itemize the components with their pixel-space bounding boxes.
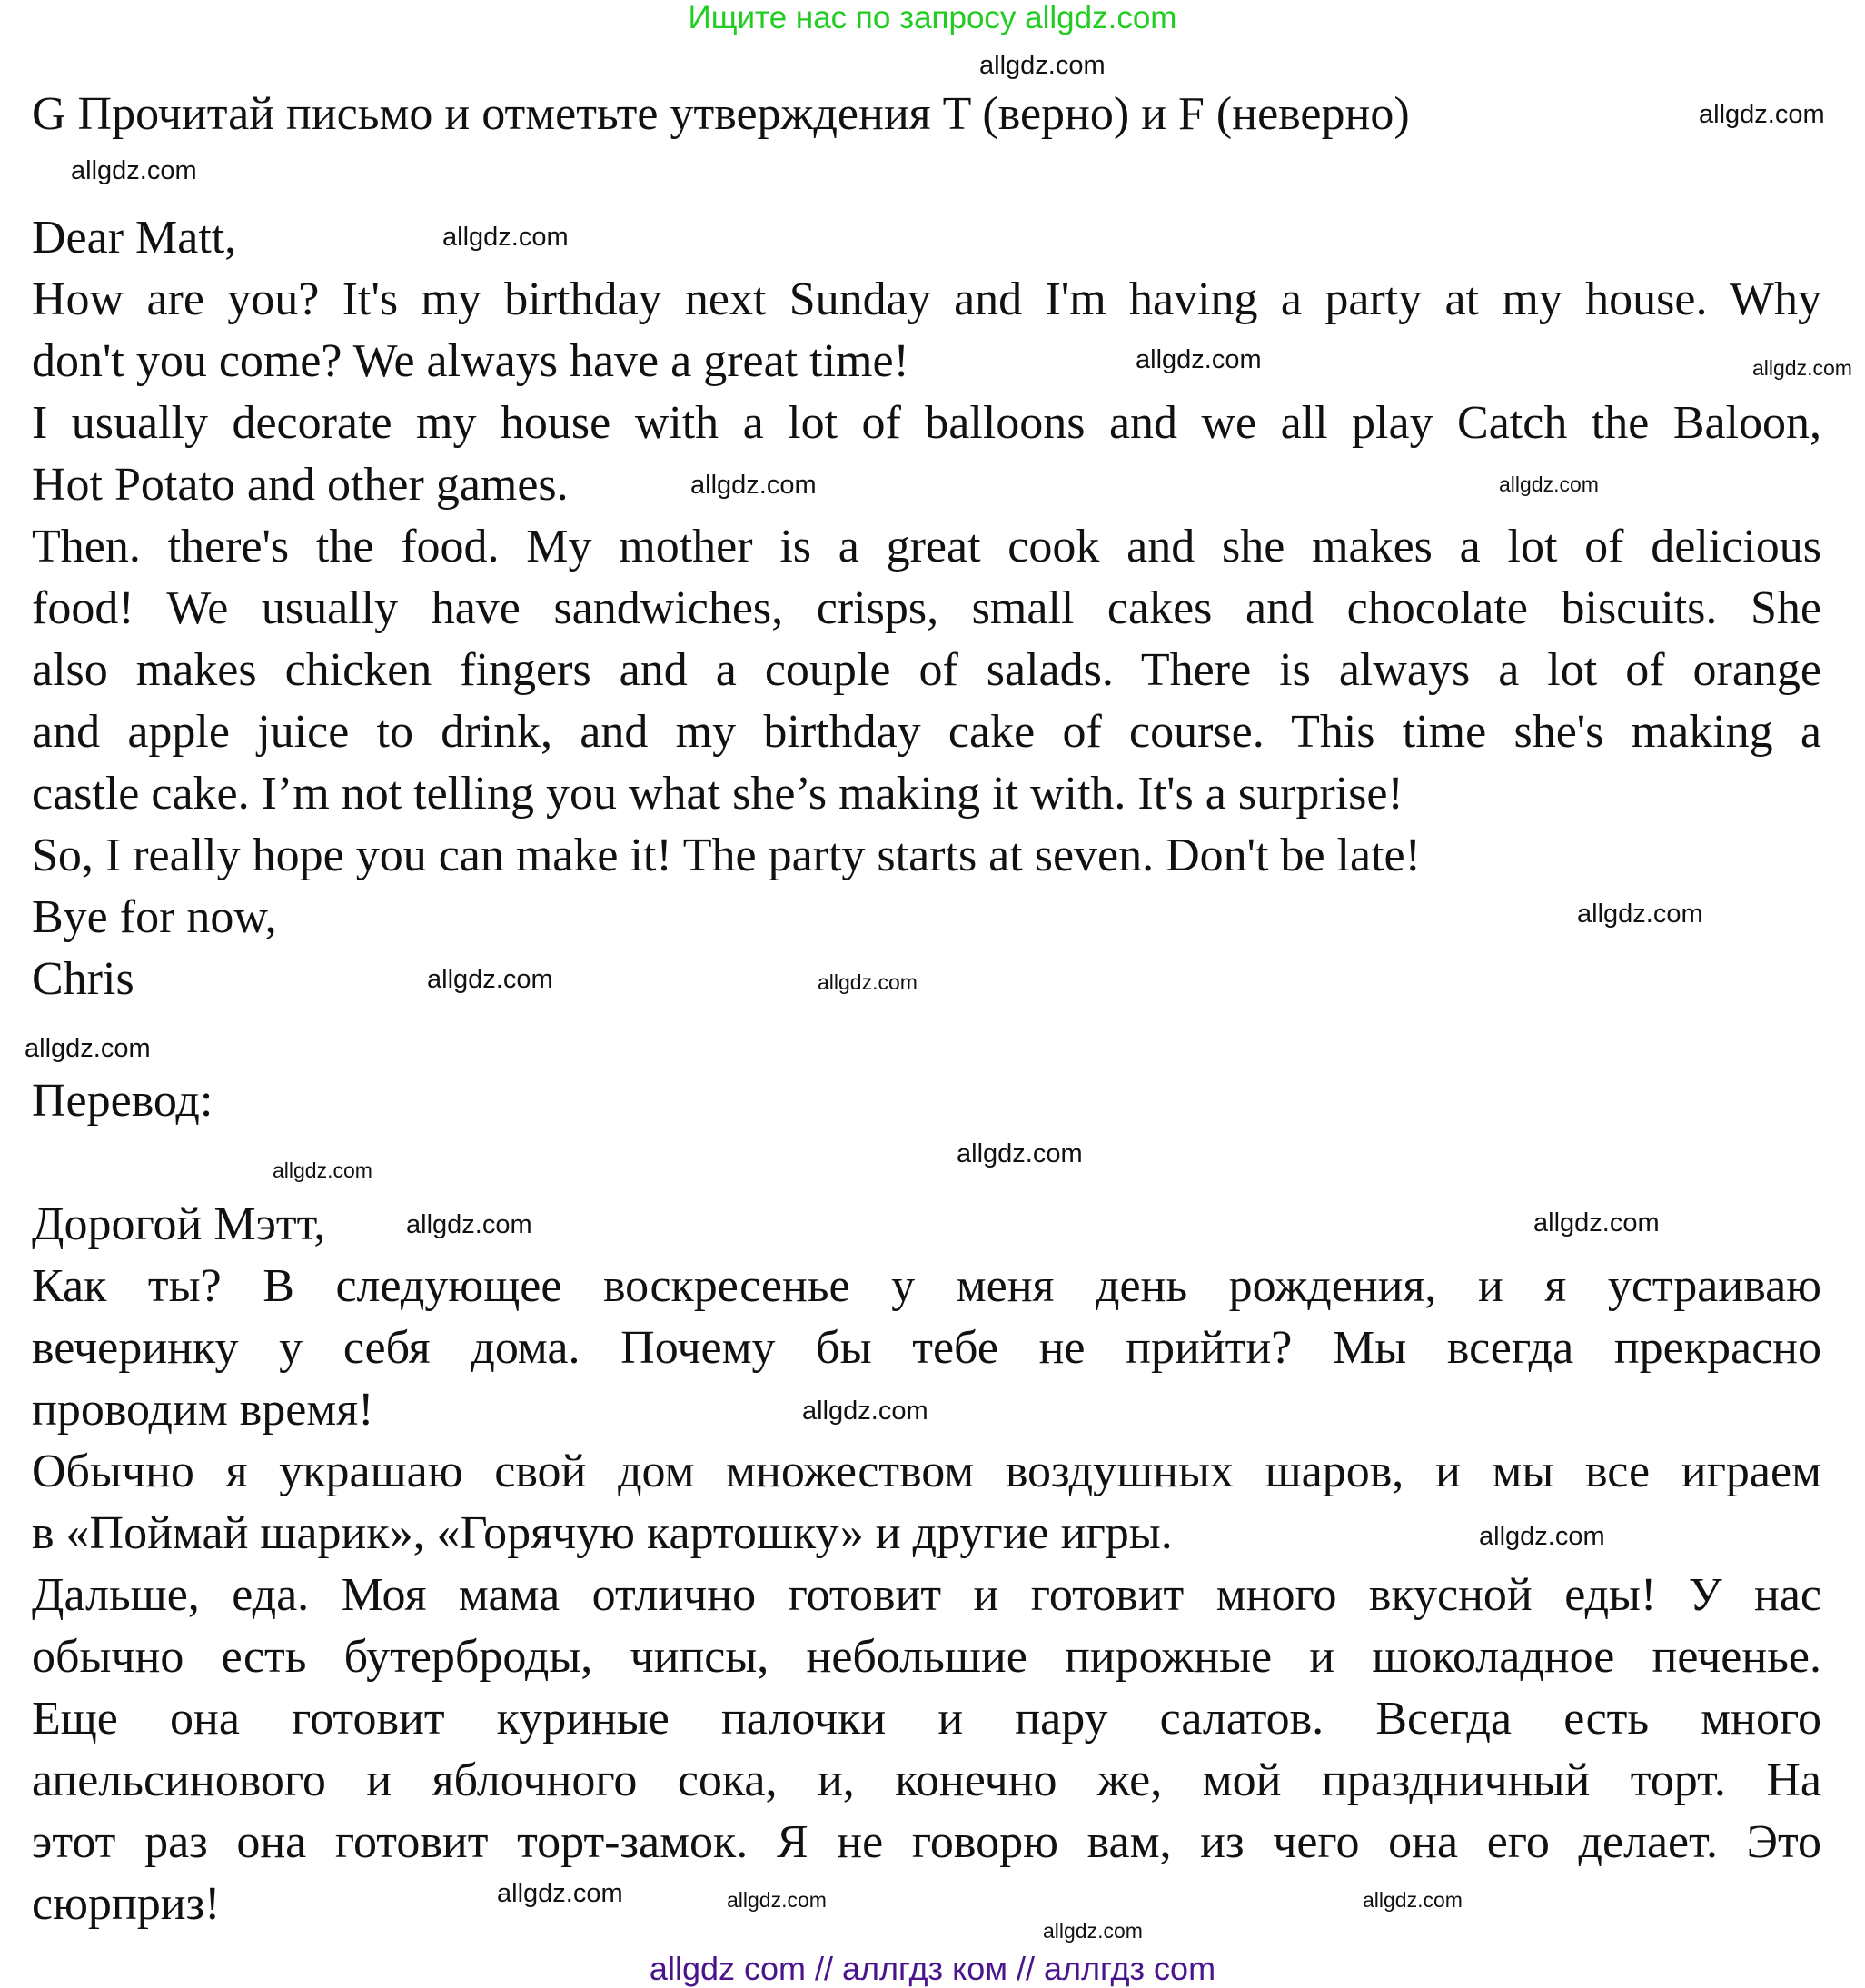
watermark: allgdz.com <box>818 970 918 994</box>
letter-line: also makes chicken fingers and a couple of salads. There is always a lot of orange <box>32 644 1821 696</box>
watermark: allgdz.com <box>1136 345 1262 374</box>
letter-line: So, I really hope you can make it! The party starts at seven. Don't be late! <box>32 830 1421 881</box>
translation-text <box>32 1194 1821 1935</box>
watermark: allgdz.com <box>1752 356 1852 380</box>
watermark: allgdz.com <box>1699 100 1825 129</box>
watermark: allgdz.com <box>1577 900 1703 929</box>
watermark: allgdz.com <box>25 1034 151 1063</box>
letter-line: don't you come? We always have a great time! <box>32 335 909 387</box>
letter-line: How are you? It's my birthday next Sunday and I'm having a party at my house. Why <box>32 273 1821 325</box>
watermark: allgdz.com <box>273 1158 372 1182</box>
letter-line: Hot Potato and other games. <box>32 459 569 511</box>
watermark: allgdz.com <box>406 1210 532 1239</box>
translation-line: Как ты? В следующее воскресенье у меня день рождения, и я устраиваю <box>32 1260 1821 1312</box>
watermark: allgdz.com <box>1479 1522 1605 1551</box>
translation-label: Перевод: <box>32 1075 213 1127</box>
letter-line: castle cake. I’m not telling you what she’s making it with. It's a surprise! <box>32 768 1404 820</box>
translation-line: Дальше, еда. Моя мама отлично готовит и готовит много вкусной еды! У нас <box>32 1569 1821 1621</box>
translation-line: проводим время! <box>32 1384 374 1436</box>
watermark: allgdz.com <box>497 1879 623 1908</box>
letter-line: Dear Matt, <box>32 212 237 263</box>
translation-line: в «Поймай шарик», «Горячую картошку» и другие игры. <box>32 1507 1173 1559</box>
exercise-title: G Прочитай письмо и отметьте утверждения T (верно) и F (неверно) <box>32 88 1410 140</box>
translation-line: Обычно я украшаю свой дом множеством воздушных шаров, и мы все играем <box>32 1446 1821 1497</box>
watermark: allgdz.com <box>690 471 817 500</box>
watermark: allgdz.com <box>979 51 1106 80</box>
letter-line: Bye for now, <box>32 891 277 943</box>
translation-line: Еще она готовит куриные палочки и пару салатов. Всегда есть много <box>32 1693 1821 1744</box>
watermark: allgdz.com <box>802 1397 928 1426</box>
translation-line: вечеринку у себя дома. Почему бы тебе не прийти? Мы всегда прекрасно <box>32 1322 1821 1374</box>
watermark: allgdz.com <box>1363 1888 1463 1912</box>
letter-line: Chris <box>32 953 134 1005</box>
letter-line: food! We usually have sandwiches, crisps, small cakes and chocolate biscuits. She <box>32 582 1821 634</box>
watermark: allgdz.com <box>1533 1208 1660 1238</box>
translation-line: этот раз она готовит торт-замок. Я не говорю вам, из чего она его делает. Это <box>32 1816 1821 1868</box>
letter-line: Then. there's the food. My mother is a great cook and she makes a lot of delicious <box>32 521 1821 572</box>
footer-watermark: allgdz com // аллгдз ком // аллгдз com <box>649 1950 1216 1987</box>
letter-line: and apple juice to drink, and my birthday cake of course. This time she's making a <box>32 706 1821 758</box>
search-hint-banner: Ищите нас по запросу allgdz.com <box>688 0 1177 35</box>
watermark: allgdz.com <box>1499 472 1599 496</box>
translation-line: Дорогой Мэтт, <box>32 1198 326 1250</box>
watermark: allgdz.com <box>727 1888 827 1912</box>
letter-line: I usually decorate my house with a lot of balloons and we all play Catch the Baloon, <box>32 397 1821 449</box>
watermark: allgdz.com <box>957 1139 1083 1168</box>
watermark: allgdz.com <box>427 965 553 994</box>
translation-line: апельсинового и яблочного сока, и, конечно же, мой праздничный торт. На <box>32 1754 1821 1806</box>
letter-text <box>32 207 1821 1010</box>
watermark: allgdz.com <box>71 156 197 185</box>
watermark: allgdz.com <box>1043 1919 1143 1943</box>
translation-line: сюрприз! <box>32 1878 221 1930</box>
watermark: allgdz.com <box>442 223 569 252</box>
translation-line: обычно есть бутерброды, чипсы, небольшие пирожные и шоколадное печенье. <box>32 1631 1821 1683</box>
